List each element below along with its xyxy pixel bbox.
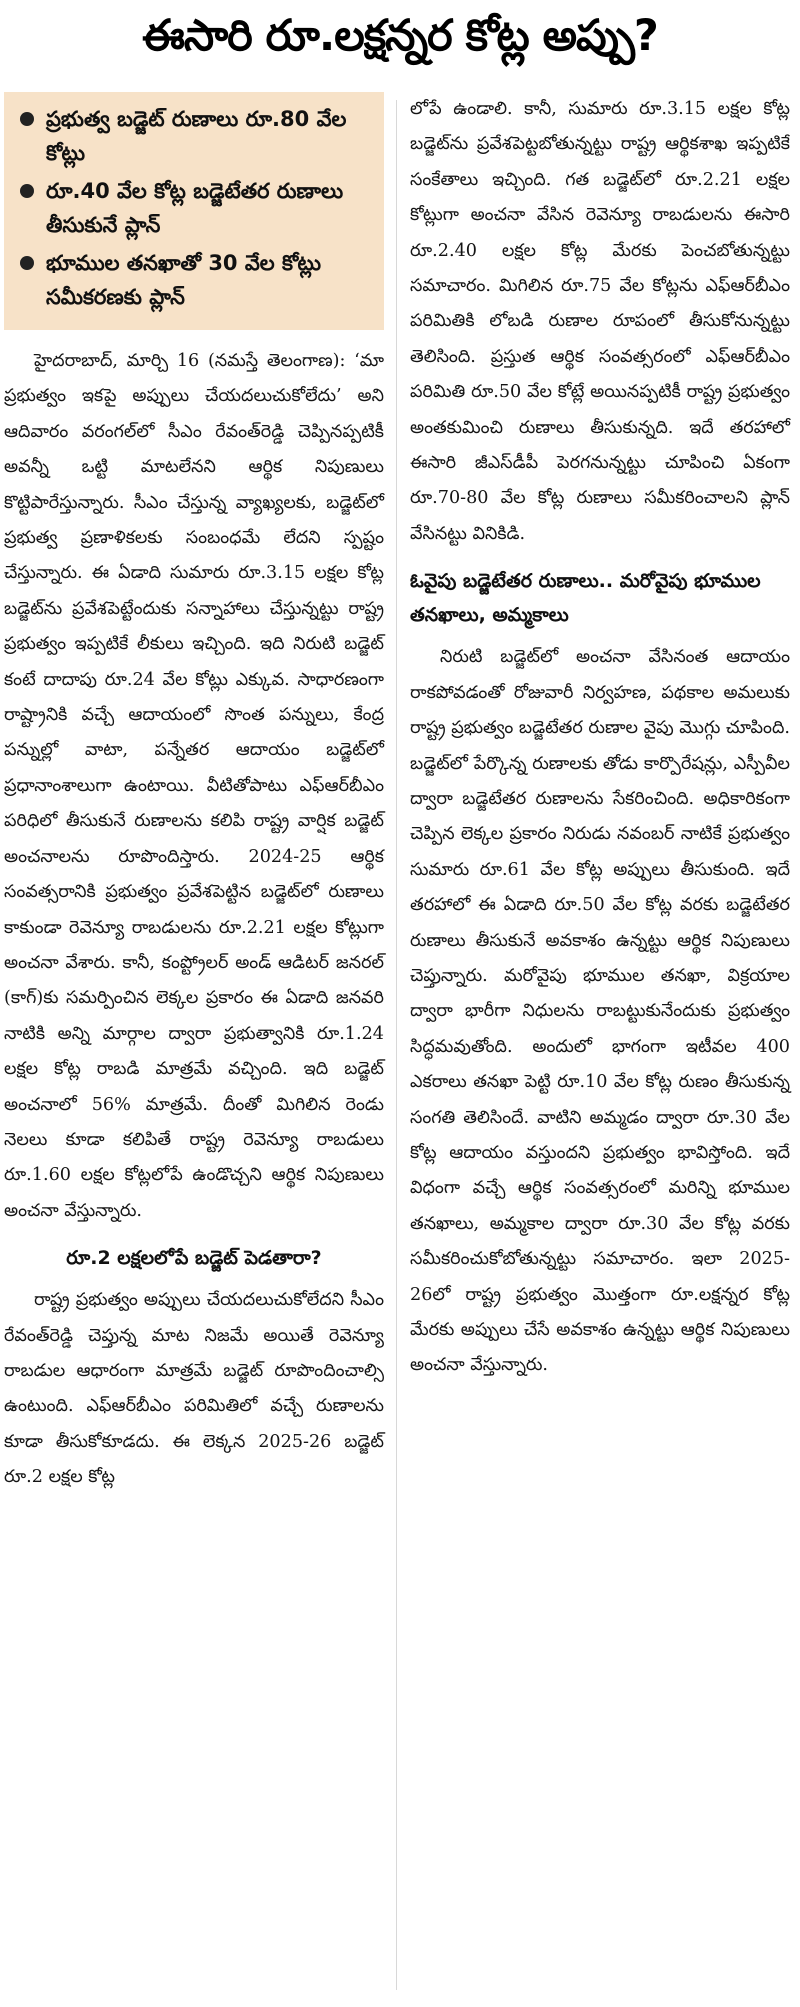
subheading: ఓవైపు బడ్జెటేతర రుణాలు.. మరోవైపు భూముల తనఖాలు, అమ్మకాలు bbox=[410, 570, 761, 627]
right-column bbox=[410, 92, 790, 1384]
column-divider bbox=[396, 100, 397, 1990]
highlight-item bbox=[18, 102, 372, 170]
bullet-icon bbox=[20, 184, 34, 198]
article-paragraph: నిరుటి బడ్జెట్‌లో అంచనా వేసినంత ఆదాయం రాకపోవడంతో రోజువారీ నిర్వహణ, పథకాల అమలుకు రాష్ట్ర ప్రభుత్వం బడ్జెటేతర రుణాల వైపు మొగ్గు చూపింది. బడ్జెట్‌లో పేర్కొన్న రుణాలకు తోడు కార్పొరేషన్లు, ఎస్పీవీల ద్వారా బడ్జెటేతర రుణాలను సేకరించింది. అధికారికంగా చెప్పిన లెక్కల ప్రకారం నిరుడు నవంబర్ నాటికే ప్రభుత్వం సుమారు రూ.61 వేల కోట్ల అప్పులు తీసుకుంది. ఇదే తరహాలో ఈ ఏడాది రూ.50 వేల కోట్ల వరకు బడ్జెటేతర రుణాలు తీసుకునే అవకాశం ఉన్నట్టు ఆర్థిక నిపుణులు చెప్తున్నారు. మరోవైపు భూముల తనఖా, విక్రయాల ద్వారా భారీగా నిధులను రాబట్టుకునేందుకు ప్రభుత్వం సిద్ధమవుతోంది. అందులో భాగంగా ఇటీవల 400 ఎకరాలు తనఖా పెట్టి రూ.10 వేల కోట్ల రుణం తీసుకున్న సంగతి తెలిసిందే. వాటిని అమ్మడం ద్వారా రూ.30 వేల కోట్ల ఆదాయం వస్తుందని ప్రభుత్వం భావిస్తోంది. ఇదే విధంగా వచ్చే ఆర్థిక సంవత్సరంలో మరిన్ని భూముల తనఖాలు, అమ్మకాల ద్వారా రూ.30 వేల కోట్ల వరకు సమీకరించుకోబోతున్నట్టు సమాచారం. ఇలా 2025-26లో రాష్ట్ర ప్రభుత్వం మొత్తంగా రూ.లక్షన్నర కోట్ల మేరకు అప్పులు చేసే అవకాశం ఉన్నట్టు ఆర్థిక నిపుణులు అంచనా వేస్తున్నారు. bbox=[410, 647, 790, 1376]
article-paragraph: రాష్ట్ర ప్రభుత్వం అప్పులు చేయదలుచుకోలేదని సీఎం రేవంత్‌రెడ్డి చెప్తున్న మాట నిజమే అయితే రెవెన్యూ రాబడుల ఆధారంగా మాత్రమే బడ్జెట్ రూపొందించాల్సి ఉంటుంది. ఎఫ్‌ఆర్‌బీఎం పరిమితిలో వచ్చే రుణాలను కూడా తీసుకోకూడదు. ఈ లెక్కన 2025-26 బడ్జెట్ రూ.2 లక్షల కోట్ల bbox=[4, 1290, 384, 1488]
article-paragraph: లోపే ఉండాలి. కానీ, సుమారు రూ.3.15 లక్షల కోట్ల బడ్జెట్‌ను ప్రవేశపెట్టబోతున్నట్టు రాష్ట్ర ఆర్థికశాఖ ఇప్పటికే సంకేతాలు ఇచ్చింది. గత బడ్జెట్‌లో రూ.2.21 లక్షల కోట్లుగా అంచనా వేసిన రెవెన్యూ రాబడులను ఈసారి రూ.2.40 లక్షల కోట్ల మేరకు పెంచబోతున్నట్టు సమాచారం. మిగిలిన రూ.75 వేల కోట్లను ఎఫ్‌ఆర్‌బీఎం పరిమితికి లోబడి రుణాల రూపంలో తీసుకోనున్నట్టు తెలిసింది. ప్రస్తుత ఆర్థిక సంవత్సరంలో ఎఫ్‌ఆర్‌బీఎం పరిమితి రూ.50 వేల కోట్లే అయినప్పటికీ రాష్ట్ర ప్రభుత్వం అంతకుమించి రుణాలు తీసుకున్నది. ఇదే తరహాలో ఈసారి జీఎస్‌డీపీ పెరగనున్నట్టు చూపించి ఏకంగా రూ.70-80 వేల కోట్ల రుణాలు సమీకరించాలని ప్లాన్ వేసినట్టు వినికిడి. bbox=[410, 99, 790, 544]
highlight-item bbox=[18, 246, 372, 314]
highlight-item bbox=[18, 174, 372, 242]
highlight-text: ప్రభుత్వ బడ్జెట్ రుణాలు రూ.80 వేల కోట్లు bbox=[46, 107, 347, 165]
article-paragraph: హైదరాబాద్, మార్చి 16 (నమస్తే తెలంగాణ): ‘మా ప్రభుత్వం ఇకపై అప్పులు చేయదలుచుకోలేదు’ అని ఆదివారం వరంగల్‌లో సీఎం రేవంత్‌రెడ్డి చెప్పినప్పటికీ అవన్నీ ఒట్టి మాటలేనని ఆర్థిక నిపుణులు కొట్టిపారేస్తున్నారు. సీఎం చేస్తున్న వ్యాఖ్యలకు, బడ్జెట్‌లో ప్రభుత్వ ప్రణాళికలకు సంబంధమే లేదని స్పష్టం చేస్తున్నారు. ఈ ఏడాది సుమారు రూ.3.15 లక్షల కోట్ల బడ్జెట్‌ను ప్రవేశపెట్టేందుకు సన్నాహాలు చేస్తున్నట్టు రాష్ట్ర ప్రభుత్వం ఇప్పటికే లీకులు ఇచ్చింది. ఇది నిరుటి బడ్జెట్ కంటే దాదాపు రూ.24 వేల కోట్లు ఎక్కువ. సాధారణంగా రాష్ట్రానికి వచ్చే ఆదాయంలో సొంత పన్నులు, కేంద్ర పన్నుల్లో వాటా, పన్నేతర ఆదాయం బడ్జెట్‌లో ప్రధానాంశాలుగా ఉంటాయి. వీటితోపాటు ఎఫ్‌ఆర్‌బీఎం పరిధిలో తీసుకునే రుణాలను కలిపి రాష్ట్ర వార్షిక బడ్జెట్ అంచనాలను రూపొందిస్తారు. 2024-25 ఆర్థిక సంవత్సరానికి ప్రభుత్వం ప్రవేశపెట్టిన బడ్జెట్‌లో రుణాలు కాకుండా రెవెన్యూ రాబడులను రూ.2.21 లక్షల కోట్లుగా అంచనా వేశారు. కానీ, కంప్ట్రోలర్ అండ్ ఆడిటర్ జనరల్ (కాగ్)కు సమర్పించిన లెక్కల ప్రకారం ఈ ఏడాది జనవరి నాటికి అన్ని మార్గాల ద్వారా ప్రభుత్వానికి రూ.1.24 లక్షల కోట్ల రాబడి మాత్రమే వచ్చింది. ఇది బడ్జెట్ అంచనాలో 56% మాత్రమే. దీంతో మిగిలిన రెండు నెలలు కూడా కలిపితే రాష్ట్ర రెవెన్యూ రాబడులు రూ.1.60 లక్షల కోట్లలోపే ఉండొచ్చని ఆర్థిక నిపుణులు అంచనా వేస్తున్నారు. bbox=[4, 351, 384, 1221]
bullet-icon bbox=[20, 256, 34, 270]
highlights-box bbox=[4, 92, 384, 330]
left-column bbox=[4, 92, 384, 1496]
headline: ఈసారి రూ.లక్షన్నర కోట్ల అప్పు? bbox=[142, 11, 658, 61]
bullet-icon bbox=[20, 112, 34, 126]
highlight-text: భూముల తనఖాతో 30 వేల కోట్లు సమీకరణకు ప్లాన్ bbox=[46, 251, 322, 309]
subheading: రూ.2 లక్షలలోపే బడ్జెట్ పెడతారా? bbox=[66, 1247, 322, 1270]
highlight-text: రూ.40 వేల కోట్ల బడ్జెటేతర రుణాలు తీసుకునే ప్లాన్ bbox=[46, 179, 344, 237]
